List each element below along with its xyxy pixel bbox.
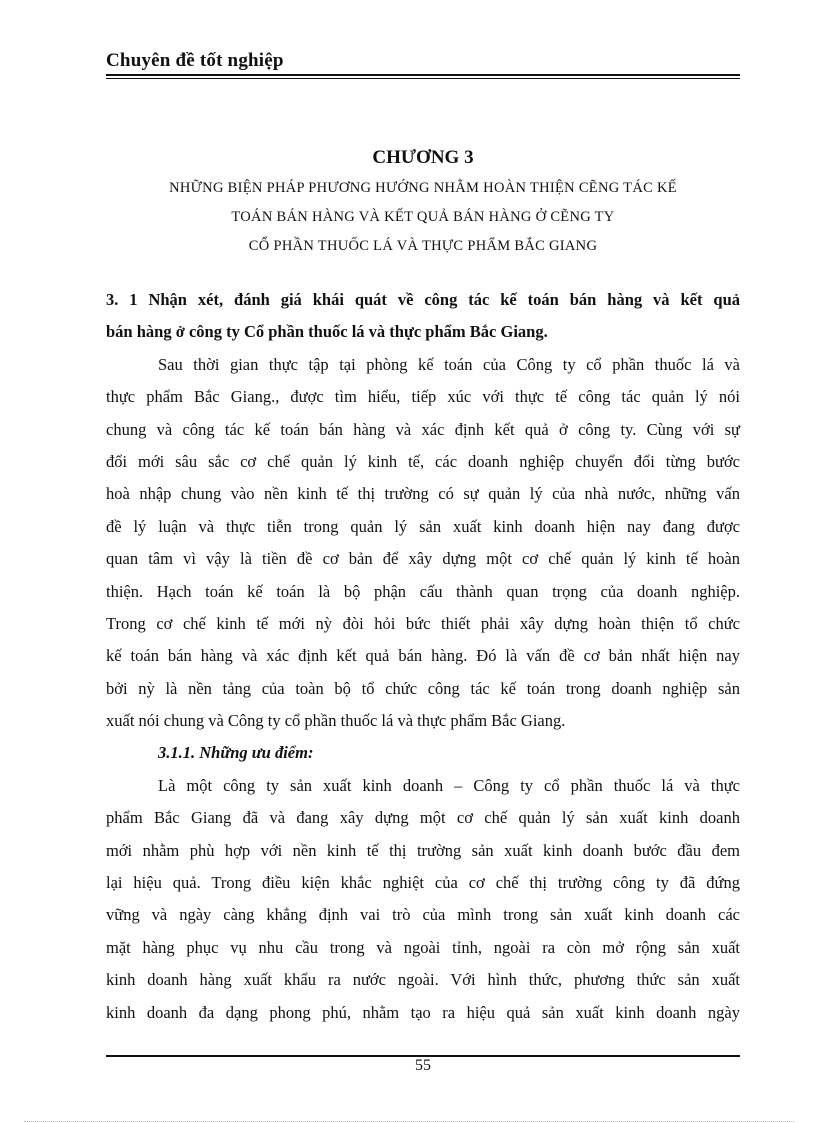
header-title: Chuyên đề tốt nghiệp (106, 50, 284, 71)
page-number: 55 (415, 1057, 431, 1074)
paragraph-line: mới nhằm phù hợp với nền kinh tế thị trường sản xuất kinh doanh bước đầu đem (106, 840, 740, 860)
paragraph-line: quan tâm vì vậy là tiền đề cơ bản để xây dựng một cơ chế quản lý kinh tế hoàn (106, 549, 740, 569)
paragraph-line: bởi nỳ là nền tảng của toàn bộ tổ chức công tác kế toán trong doanh nghiệp sản (106, 678, 740, 698)
section-heading-line: bán hàng ở công ty Cổ phần thuốc lá và thực phẩm Bắc Giang. (106, 322, 548, 342)
section-heading-line: 3. 1 Nhận xét, đánh giá khái quát về công tác kế toán bán hàng và kết quả (106, 290, 740, 309)
paragraph-line: xuất nói chung và Công ty cổ phần thuốc lá và thực phẩm Bắc Giang. (106, 711, 566, 731)
page-edge-divider (24, 1121, 794, 1122)
paragraph-line: mặt hàng phục vụ nhu cầu trong và ngoài tỉnh, ngoài ra còn mở rộng sản xuất (106, 937, 740, 957)
paragraph-line: kinh doanh đa dạng phong phú, nhằm tạo ra hiệu quả sản xuất kinh doanh ngày (106, 1002, 740, 1022)
paragraph-line: chung và công tác kế toán bán hàng và xác định kết quả ở công ty. Cùng với sự (106, 419, 740, 439)
paragraph-line: lại hiệu quả. Trong điều kiện khắc nghiệt của cơ chế thị trường công ty đã đứng (106, 873, 740, 893)
main-content (106, 284, 740, 1029)
paragraph-line: kinh doanh hàng xuất khẩu ra nước ngoài. Với hình thức, phương thức sản xuất (106, 970, 740, 990)
subsection-heading: 3.1.1. Những ưu điểm: (158, 743, 314, 763)
paragraph-line: Trong cơ chế kinh tế mới nỳ đòi hỏi bức thiết phải xây dựng hoàn thiện tổ chức (106, 613, 740, 633)
header-rule-thick (106, 74, 740, 76)
header-rule-thin (106, 78, 740, 79)
paragraph-line: thực phẩm Bắc Giang., được tìm hiểu, tiếp xúc với thực tế công tác quản lý nói (106, 387, 740, 407)
paragraph-line: đề lý luận và thực tiễn trong quản lý sản xuất kinh doanh hiện nay đang được (106, 516, 740, 536)
chapter-title-line: CỔ PHẦN THUỐC LÁ VÀ THỰC PHẨM BẮC GIANG (248, 238, 598, 254)
chapter-number: CHƯƠNG 3 (372, 147, 474, 168)
chapter-heading (106, 146, 740, 261)
paragraph-line: thiện. Hạch toán kế toán là bộ phận cấu thành quan trọng của doanh nghiệp. (106, 581, 740, 601)
paragraph-line: hoà nhập chung vào nền kinh tế thị trường có sự quản lý của nhà nước, những vấn (106, 484, 740, 504)
paragraph-line: vững và ngày càng khẳng định vai trò của mình trong sản xuất kinh doanh các (106, 905, 740, 925)
paragraph-line: phẩm Bắc Giang đã và đang xây dựng một cơ chế quản lý sản xuất kinh doanh (106, 808, 740, 828)
chapter-title-line: TOÁN BÁN HÀNG VÀ KẾT QUẢ BÁN HÀNG Ở CẼNG TY (231, 209, 615, 225)
paragraph-line: Là một công ty sản xuất kinh doanh – Công ty cổ phần thuốc lá và thực (158, 775, 740, 795)
paragraph-line: Sau thời gian thực tập tại phòng kế toán của Công ty cổ phần thuốc lá và (158, 354, 740, 374)
paragraph-line: kế toán bán hàng và xác định kết quả bán hàng. Đó là vấn đề cơ bản nhất hiện nay (106, 646, 740, 666)
chapter-title-line: NHỮNG BIỆN PHÁP PHƯƠNG HƯỚNG NHẰM HOÀN THIỆN CẼNG TÁC KẾ (169, 180, 677, 196)
page-header (106, 48, 740, 74)
paragraph-line: đổi mới sâu sắc cơ chế quản lý kinh tế, các doanh nghiệp chuyển đổi từng bước (106, 451, 740, 471)
